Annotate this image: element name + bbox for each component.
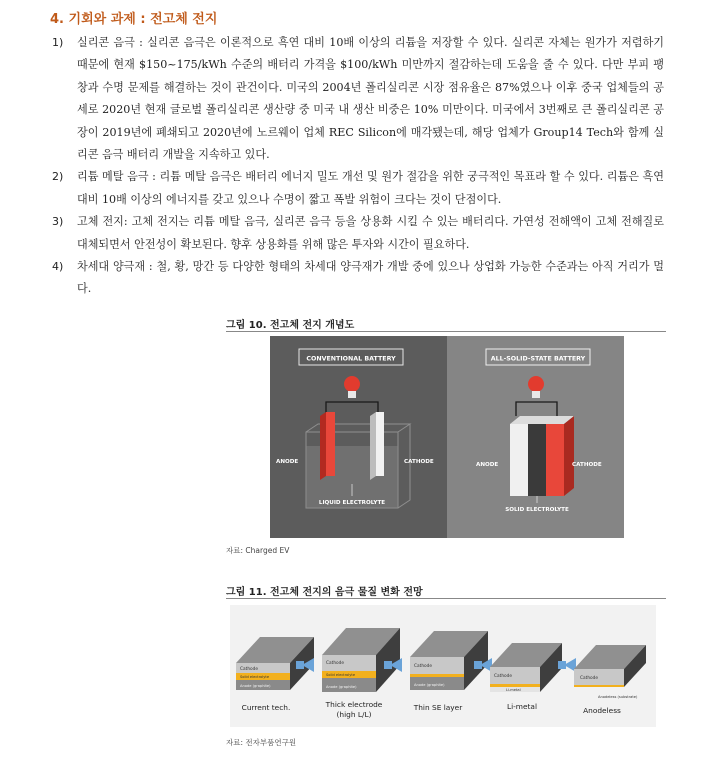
svg-text:Cathode: Cathode [326, 661, 345, 666]
figure-11-source: 자료: 전자부품연구원 [226, 738, 297, 747]
figure-10-title: 그림 10. 전고체 전지 개념도 [226, 320, 355, 331]
liquid-electrolyte [306, 446, 398, 508]
item-text: 차세대 양극재 : 철, 황, 망간 등 다양한 형태의 차세대 양극재가 개발 중에 있으나 상업화 가능한 수준과는 아직 거리가 멀다. [77, 260, 664, 296]
svg-text:Anode (graphite): Anode (graphite) [414, 683, 445, 687]
caption-thick-electrode: Thick electrode [325, 700, 383, 709]
conventional-label: CONVENTIONAL BATTERY [306, 355, 396, 363]
caption-li-metal: Li-metal [506, 702, 538, 711]
svg-text:Anodeless (substrate): Anodeless (substrate) [598, 695, 638, 699]
figure-11-title: 그림 11. 전고체 전지의 음극 물질 변화 전망 [226, 587, 423, 598]
svg-text:Cathode: Cathode [240, 667, 259, 672]
svg-text:Cathode: Cathode [580, 676, 599, 681]
svg-text:Solid electrolyte: Solid electrolyte [240, 675, 270, 679]
figure-11-rule [226, 598, 666, 599]
item-number: 4) [52, 260, 64, 274]
solid-electrolyte-label: SOLID ELECTROLYTE [505, 507, 569, 513]
svg-text:Solid electrolyte: Solid electrolyte [326, 673, 356, 677]
anode-label: ANODE [476, 462, 499, 468]
list-item [52, 256, 664, 301]
caption-current-tech: Current tech. [241, 703, 291, 712]
battery-concept-diagram [270, 336, 624, 538]
svg-text:Cathode: Cathode [414, 664, 433, 669]
item-text: 고체 전지: 고체 전지는 리튬 메탈 음극, 실리콘 음극 등을 상용화 시킬 수 있는 배터리다. 가연성 전해액이 고체 전해질로 대체되면서 안전성이 확보된다. 향후 상용화를 위해 많은 투자와 시간이 필요하다. [77, 215, 664, 251]
item-list [52, 32, 664, 301]
anode-evolution-diagram [230, 605, 656, 727]
liquid-electrolyte-label: LIQUID ELECTROLYTE [318, 500, 386, 506]
item-number: 3) [52, 215, 64, 229]
svg-text:Cathode: Cathode [494, 674, 513, 679]
anode-electrode [326, 412, 335, 476]
caption-thin-se: Thin SE layer [413, 703, 463, 712]
list-item [52, 166, 664, 211]
item-text: 리튬 메탈 음극 : 리튬 메탈 음극은 배터리 에너지 밀도 개선 및 원가 절감을 위한 궁극적인 목표라 할 수 있다. 리튬은 흑연 대비 10배 이상의 에너지를 갖고 있으나 수명이 짧고 폭발 위험이 크다는 것이 단점이다. [77, 170, 664, 206]
solid-anode-layer [510, 424, 528, 496]
cathode-label: CATHODE [572, 462, 602, 468]
item-text: 실리콘 음극 : 실리콘 음극은 이론적으로 흑연 대비 10배 이상의 리튬을 저장할 수 있다. 실리콘 자체는 원가가 저렴하기 때문에 현재 $150~175/kWh 수준의 배터리 가격을 $100/kWh 미만까지 절감하는데 도움을 줄 수 있다. 다만 부피 팽창과 수명 문제를 해결하는 것이 관건이다. 미국의 2004년 폴리실리콘 시장 점유율은 87%였으나 이후 중국 업체들의 공세로 2020년 현재 글로벌 폴리실리콘 생산량 중 미국 내 생산 비중은 10% 미만이다. 미국에서 3번째로 큰 폴리실리콘 공장이 2019년에 폐쇄되고 2020년에 노르웨이 업체 REC Silicon에 매각됐는데, 해당 업체가 Group14 Tech와 함께 실리콘 음극 배터리 개발을 지속하고 있다. [77, 36, 664, 162]
cathode-label: CATHODE [404, 459, 434, 465]
solid-cathode-layer [546, 424, 564, 496]
caption-anodeless: Anodeless [583, 706, 621, 715]
list-item [52, 32, 664, 166]
svg-text:Li-metal: Li-metal [506, 688, 521, 692]
svg-text:Anode (graphite): Anode (graphite) [240, 684, 271, 688]
caption-high-ll: (high L/L) [336, 710, 372, 719]
solid-state-label: ALL-SOLID-STATE BATTERY [490, 355, 586, 363]
list-item [52, 211, 664, 256]
svg-text:Anode (graphite): Anode (graphite) [326, 685, 357, 689]
item-number: 1) [52, 36, 64, 49]
section-heading: 4. 기회와 과제 : 전고체 전지 [50, 12, 218, 27]
figure-10-source: 자료: Charged EV [226, 546, 290, 555]
figure-10-rule [226, 331, 666, 332]
solid-electrolyte-layer [528, 424, 546, 496]
item-number: 2) [52, 170, 64, 184]
anode-label: ANODE [276, 459, 299, 465]
cathode-electrode [376, 412, 384, 476]
